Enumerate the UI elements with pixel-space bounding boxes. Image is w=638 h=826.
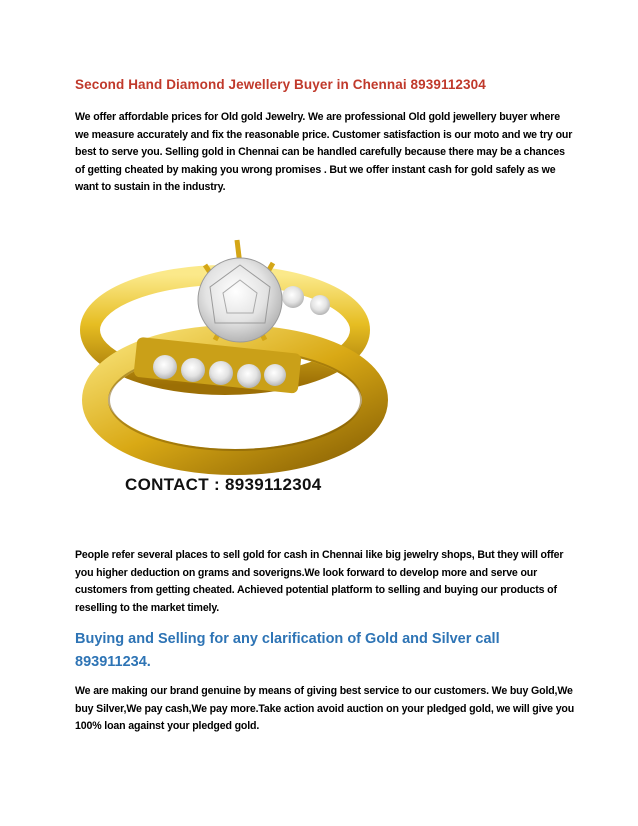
section-heading: Buying and Selling for any clarification of Gold and Silver call 893911234. bbox=[75, 631, 500, 670]
small-diamond bbox=[153, 355, 177, 379]
second-paragraph: People refer several places to sell gold for cash in Chennai like big jewelry shops, But they will offer you higher deduction on grams and soverigns.We look forward to develop more and serve our customers from getting cheated. Achieved potential platform to selling and buying our products of reselling to the market timely. bbox=[75, 549, 564, 614]
third-paragraph: We are making our brand genuine by means of giving best service to our customers. We buy Gold,We buy Silver,We pay cash,We pay more.Take action avoid auction on your pledged gold, we will give you 100% loan against your pledged gold. bbox=[75, 685, 575, 732]
center-diamond bbox=[198, 258, 282, 342]
page-title: Second Hand Diamond Jewellery Buyer in Chennai 8939112304 bbox=[75, 77, 486, 92]
side-diamond bbox=[282, 286, 304, 308]
gold-ring-image bbox=[75, 225, 395, 515]
small-diamond bbox=[181, 358, 205, 382]
small-diamond bbox=[209, 361, 233, 385]
contact-banner: CONTACT : 8939112304 bbox=[125, 475, 322, 494]
small-diamond bbox=[237, 364, 261, 388]
side-diamond bbox=[310, 295, 330, 315]
intro-paragraph: We offer affordable prices for Old gold Jewelry. We are professional Old gold jewellery buyer where we measure accurately and fix the reasonable price. Customer satisfaction is our moto and we try our best to serve you. Selling gold in Chennai can be handled carefully because there may be a chances of getting cheated by making you wrong promises . But we offer instant cash for gold safely as we want to sustain in the industry. bbox=[75, 111, 573, 193]
small-diamond bbox=[264, 364, 286, 386]
ring-illustration bbox=[75, 225, 395, 515]
